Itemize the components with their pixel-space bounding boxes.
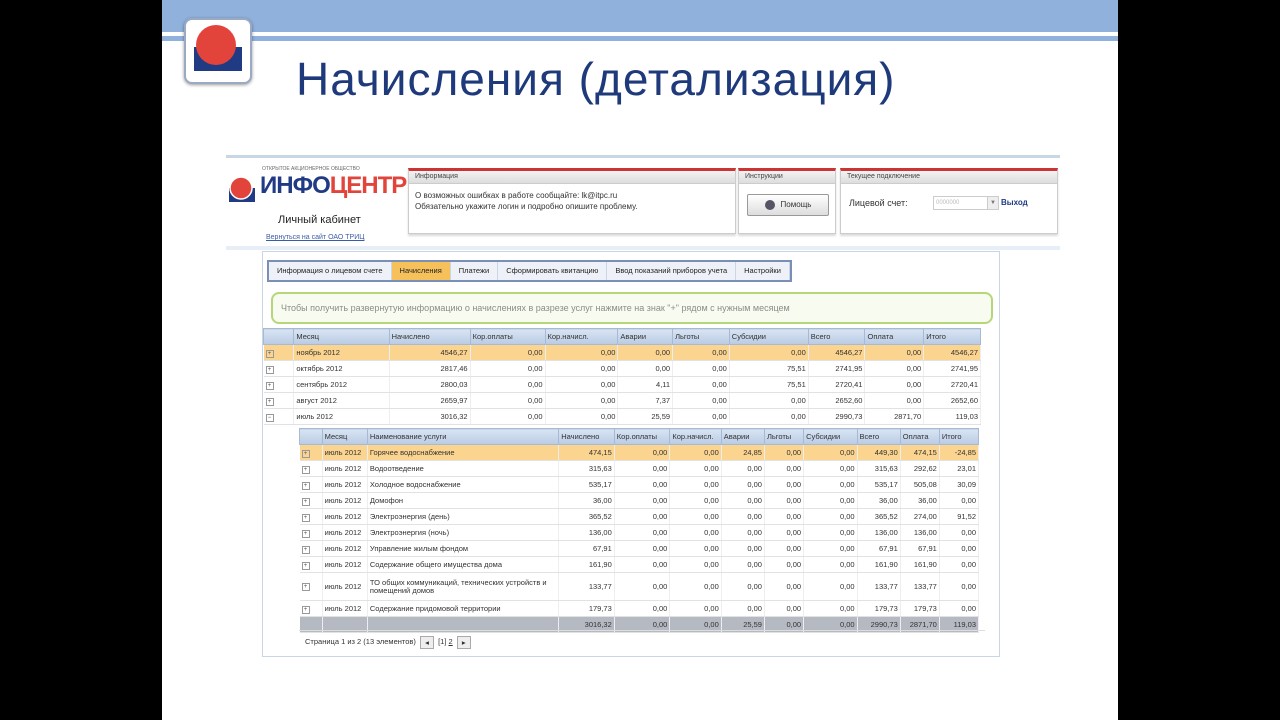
cell: 0,00 — [939, 573, 978, 601]
cell: 449,30 — [857, 445, 900, 461]
cell: 136,00 — [559, 525, 615, 541]
cell: 91,52 — [939, 509, 978, 525]
cell: Электроэнергия (день) — [367, 509, 558, 525]
cell: 2741,95 — [924, 361, 981, 377]
total-cell: 2990,73 — [857, 617, 900, 633]
tab-charges[interactable]: Начисления — [392, 262, 451, 280]
cell: 474,15 — [559, 445, 615, 461]
cabinet-label: Личный кабинет — [278, 214, 361, 226]
expand-icon[interactable]: + — [266, 398, 274, 406]
cell: 0,00 — [804, 477, 857, 493]
cell: 0,00 — [764, 573, 803, 601]
cell: 0,00 — [865, 345, 924, 361]
cell: 0,00 — [721, 509, 764, 525]
cell: 75,51 — [729, 361, 808, 377]
cell: 67,91 — [900, 541, 939, 557]
table-row[interactable] — [300, 445, 979, 461]
expand-icon[interactable]: + — [302, 450, 310, 458]
table-row[interactable] — [300, 461, 979, 477]
cell: 0,00 — [804, 557, 857, 573]
cell: 535,17 — [559, 477, 615, 493]
cell: 0,00 — [721, 477, 764, 493]
cell: 4546,27 — [924, 345, 981, 361]
cell: 2652,60 — [808, 393, 865, 409]
cell: 0,00 — [865, 377, 924, 393]
cell: 0,00 — [865, 361, 924, 377]
cell: 0,00 — [804, 573, 857, 601]
cell: 0,00 — [939, 541, 978, 557]
cell: 0,00 — [670, 557, 721, 573]
cell: Горячее водоснабжение — [367, 445, 558, 461]
column-header[interactable]: Наименование услуги — [367, 429, 558, 445]
cell: 0,00 — [670, 493, 721, 509]
cell: 0,00 — [721, 573, 764, 601]
cell: июль 2012 — [322, 525, 367, 541]
cell: 0,00 — [673, 409, 730, 425]
table-row[interactable] — [264, 377, 981, 393]
cell: 365,52 — [559, 509, 615, 525]
cell: 0,00 — [764, 493, 803, 509]
table-row[interactable] — [300, 541, 979, 557]
table-row[interactable] — [300, 525, 979, 541]
expand-icon[interactable]: + — [266, 350, 274, 358]
chevron-down-icon[interactable]: ▼ — [987, 197, 998, 209]
cell: 0,00 — [804, 541, 857, 557]
cell: 161,90 — [900, 557, 939, 573]
total-cell: 0,00 — [614, 617, 670, 633]
tab-meter-readings[interactable]: Ввод показаний приборов учета — [607, 262, 736, 280]
cell: 0,00 — [670, 525, 721, 541]
cell: 4,11 — [618, 377, 673, 393]
cell: 0,00 — [614, 573, 670, 601]
instructions-panel-title: Инструкции — [739, 171, 835, 184]
cell: 0,00 — [670, 573, 721, 601]
cell: 179,73 — [900, 601, 939, 617]
column-header[interactable]: Кор.оплаты — [470, 329, 545, 345]
connection-panel — [840, 168, 1058, 234]
cell: 2817,46 — [389, 361, 470, 377]
table-row[interactable] — [264, 345, 981, 361]
total-cell: 119,03 — [939, 617, 978, 633]
page-2-link[interactable]: 2 — [448, 637, 453, 646]
instructions-panel — [738, 168, 836, 234]
cell: 2741,95 — [808, 361, 865, 377]
cell: 0,00 — [614, 445, 670, 461]
cell: 0,00 — [670, 461, 721, 477]
cell: июль 2012 — [322, 461, 367, 477]
cell: 119,03 — [924, 409, 981, 425]
cell: Электроэнергия (ночь) — [367, 525, 558, 541]
next-page-button[interactable]: ▸ — [457, 636, 471, 649]
expand-icon[interactable]: + — [302, 546, 310, 554]
cell: 2990,73 — [808, 409, 865, 425]
table-row[interactable] — [300, 557, 979, 573]
account-select-value: 0000000 — [936, 200, 960, 206]
cell: 0,00 — [545, 377, 618, 393]
cell: 0,00 — [764, 461, 803, 477]
info-panel-title: Информация — [409, 171, 735, 184]
cell: июль 2012 — [294, 409, 389, 425]
expand-icon[interactable]: + — [302, 514, 310, 522]
table-row[interactable] — [300, 601, 979, 617]
cell: Водоотведение — [367, 461, 558, 477]
logo-circle-shape — [196, 25, 236, 65]
cell: 0,00 — [545, 361, 618, 377]
brand-name-part1: ИНФО — [260, 172, 330, 199]
cell: 505,08 — [900, 477, 939, 493]
cell: июль 2012 — [322, 493, 367, 509]
cell: 0,00 — [614, 493, 670, 509]
cell: июль 2012 — [322, 541, 367, 557]
cell: 0,00 — [614, 525, 670, 541]
column-header[interactable]: Субсидии — [729, 329, 808, 345]
cell: июль 2012 — [322, 601, 367, 617]
slide-title: Начисления (детализация) — [296, 53, 896, 105]
cell: 36,00 — [900, 493, 939, 509]
app-header — [226, 155, 1060, 250]
brand-name-part2: ЦЕНТР — [329, 172, 407, 199]
column-header[interactable]: Кор.начисл. — [545, 329, 618, 345]
column-header[interactable]: Оплата — [900, 429, 939, 445]
cell: 0,00 — [470, 409, 545, 425]
cell: 2652,60 — [924, 393, 981, 409]
table-row[interactable] — [264, 393, 981, 409]
cell: ТО общих коммуникаций, технических устройств и помещений домов — [367, 573, 558, 601]
connection-panel-title: Текущее подключение — [841, 171, 1057, 184]
expand-icon[interactable]: + — [302, 482, 310, 490]
cell: 0,00 — [618, 361, 673, 377]
cell: 0,00 — [764, 525, 803, 541]
column-header[interactable]: Начислено — [389, 329, 470, 345]
exit-link[interactable]: Выход — [1001, 198, 1028, 207]
cell: 75,51 — [729, 377, 808, 393]
cell: 133,77 — [559, 573, 615, 601]
help-icon — [765, 200, 775, 210]
column-header[interactable]: Месяц — [322, 429, 367, 445]
main-content — [262, 251, 1000, 657]
cell: 292,62 — [900, 461, 939, 477]
cell: Содержание придомовой территории — [367, 601, 558, 617]
cell: 179,73 — [857, 601, 900, 617]
cell: 0,00 — [764, 601, 803, 617]
column-header[interactable]: Оплата — [865, 329, 924, 345]
cell: 30,09 — [939, 477, 978, 493]
cell: 0,00 — [804, 461, 857, 477]
back-to-site-link[interactable]: Вернуться на сайт ОАО ТРИЦ — [266, 234, 365, 241]
expand-icon[interactable]: + — [302, 583, 310, 591]
cell: 0,00 — [764, 541, 803, 557]
cell: Холодное водоснабжение — [367, 477, 558, 493]
cell: 0,00 — [670, 541, 721, 557]
column-header[interactable]: Начислено — [559, 429, 615, 445]
expand-icon[interactable]: + — [266, 382, 274, 390]
cell: 24,85 — [721, 445, 764, 461]
column-header[interactable]: Итого — [924, 329, 981, 345]
pager — [299, 630, 985, 653]
column-header[interactable]: Всего — [808, 329, 865, 345]
cell: 161,90 — [857, 557, 900, 573]
info-line-1: О возможных ошибках в работе сообщайте: lk@itpc.ru — [415, 191, 618, 200]
cell: 0,00 — [614, 557, 670, 573]
cell: 0,00 — [470, 377, 545, 393]
monthly-charges-table — [263, 328, 981, 425]
cell: сентябрь 2012 — [294, 377, 389, 393]
column-header[interactable]: Кор.оплаты — [614, 429, 670, 445]
cell: 0,00 — [939, 493, 978, 509]
cell: 0,00 — [670, 601, 721, 617]
cell: 4546,27 — [808, 345, 865, 361]
account-label: Лицевой счет: — [849, 198, 908, 208]
cell: 36,00 — [559, 493, 615, 509]
cell: Содержание общего имущества дома — [367, 557, 558, 573]
cell: 133,77 — [857, 573, 900, 601]
cell: 0,00 — [670, 509, 721, 525]
cell: 25,59 — [618, 409, 673, 425]
info-notice: Чтобы получить развернутую информацию о начислениях в разрезе услуг нажмите на знак "+" рядом с нужным месяцем — [271, 292, 993, 324]
brand-name — [260, 172, 406, 200]
info-panel — [408, 168, 736, 234]
cell: 36,00 — [857, 493, 900, 509]
cell: 0,00 — [670, 445, 721, 461]
cell: 136,00 — [900, 525, 939, 541]
total-cell: 0,00 — [804, 617, 857, 633]
cell: 179,73 — [559, 601, 615, 617]
table-row[interactable] — [300, 493, 979, 509]
tab-bar — [267, 260, 792, 282]
cell: 136,00 — [857, 525, 900, 541]
prev-page-button[interactable]: ◂ — [420, 636, 434, 649]
tab-payments[interactable]: Платежи — [451, 262, 498, 280]
cell: 2720,41 — [924, 377, 981, 393]
cell: 0,00 — [804, 493, 857, 509]
help-button-label: Помощь — [780, 200, 812, 209]
cell: 2871,70 — [865, 409, 924, 425]
cell: октябрь 2012 — [294, 361, 389, 377]
expand-icon[interactable]: + — [302, 530, 310, 538]
cell: 474,15 — [900, 445, 939, 461]
cell: 2720,41 — [808, 377, 865, 393]
cell: 535,17 — [857, 477, 900, 493]
tab-receipt[interactable]: Сформировать квитанцию — [498, 262, 607, 280]
cell: 161,90 — [559, 557, 615, 573]
cell: 0,00 — [673, 377, 730, 393]
pager-summary: Страница 1 из 2 (13 элементов) — [305, 637, 416, 646]
cell: 133,77 — [900, 573, 939, 601]
cell: 315,63 — [559, 461, 615, 477]
cell: 0,00 — [721, 541, 764, 557]
cell: Управление жилым фондом — [367, 541, 558, 557]
cell: 0,00 — [764, 509, 803, 525]
table-header-row — [300, 429, 979, 445]
total-cell: 0,00 — [670, 617, 721, 633]
help-button[interactable] — [747, 194, 829, 216]
expand-icon[interactable]: + — [302, 606, 310, 614]
table-row[interactable] — [264, 361, 981, 377]
cell: 0,00 — [939, 601, 978, 617]
cell: июль 2012 — [322, 445, 367, 461]
expand-col-header — [300, 429, 323, 445]
table-row[interactable] — [300, 477, 979, 493]
cell: 0,00 — [614, 601, 670, 617]
column-header[interactable]: Всего — [857, 429, 900, 445]
slide-top-bar — [162, 0, 1118, 32]
brand-logo-icon — [228, 176, 256, 204]
account-select[interactable] — [933, 196, 999, 210]
table-row[interactable] — [300, 573, 979, 601]
cell: 0,00 — [721, 525, 764, 541]
cell: 0,00 — [470, 361, 545, 377]
cell: 0,00 — [764, 477, 803, 493]
expand-icon[interactable]: + — [302, 562, 310, 570]
cell: 0,00 — [729, 393, 808, 409]
cell: 0,00 — [939, 557, 978, 573]
cell: Домофон — [367, 493, 558, 509]
total-cell: 3016,32 — [559, 617, 615, 633]
total-cell: 0,00 — [764, 617, 803, 633]
cell: 3016,32 — [389, 409, 470, 425]
cell: 0,00 — [470, 345, 545, 361]
cell: 0,00 — [673, 361, 730, 377]
column-header[interactable]: Субсидии — [804, 429, 857, 445]
cell: 0,00 — [614, 461, 670, 477]
cell: 0,00 — [721, 493, 764, 509]
column-header[interactable]: Кор.начисл. — [670, 429, 721, 445]
cell: июль 2012 — [322, 509, 367, 525]
table-row[interactable] — [264, 409, 981, 425]
cell: 0,00 — [721, 461, 764, 477]
page-1-link[interactable]: [1] — [438, 637, 447, 646]
expand-col-header — [264, 329, 294, 345]
cell: 0,00 — [865, 393, 924, 409]
cell: 0,00 — [804, 601, 857, 617]
info-line-2: Обязательно укажите логин и подробно опишите проблему. — [415, 202, 638, 211]
brand-company-type: ОТКРЫТОЕ АКЦИОНЕРНОЕ ОБЩЕСТВО — [262, 166, 360, 172]
cell: июль 2012 — [322, 557, 367, 573]
cell: 0,00 — [614, 509, 670, 525]
cell: 0,00 — [939, 525, 978, 541]
tab-account-info[interactable]: Информация о лицевом счете — [269, 262, 392, 280]
cell: 0,00 — [729, 345, 808, 361]
cell: 0,00 — [470, 393, 545, 409]
header-separator — [226, 246, 1060, 250]
cell: 0,00 — [804, 525, 857, 541]
cell: 0,00 — [721, 557, 764, 573]
service-detail-table — [299, 428, 979, 633]
cell: 0,00 — [614, 477, 670, 493]
cell: 2659,97 — [389, 393, 470, 409]
cell: 0,00 — [721, 601, 764, 617]
column-header[interactable]: Аварии — [618, 329, 673, 345]
cell: 4546,27 — [389, 345, 470, 361]
tab-settings[interactable]: Настройки — [736, 262, 790, 280]
cell: 274,00 — [900, 509, 939, 525]
expand-icon[interactable]: + — [302, 466, 310, 474]
cell: 0,00 — [670, 477, 721, 493]
slide-logo — [184, 18, 252, 84]
cell: 0,00 — [545, 393, 618, 409]
slide-top-line — [162, 36, 1118, 41]
column-header[interactable]: Льготы — [764, 429, 803, 445]
cell: 0,00 — [673, 345, 730, 361]
cell: 365,52 — [857, 509, 900, 525]
cell: 67,91 — [857, 541, 900, 557]
cell: 315,63 — [857, 461, 900, 477]
info-panel-body — [409, 184, 735, 218]
collapse-icon[interactable]: − — [266, 414, 274, 422]
web-app-screenshot — [226, 155, 1060, 655]
cell: 0,00 — [673, 393, 730, 409]
cell: 2800,03 — [389, 377, 470, 393]
cell: 7,37 — [618, 393, 673, 409]
column-header[interactable]: Месяц — [294, 329, 389, 345]
cell: 23,01 — [939, 461, 978, 477]
cell: 0,00 — [618, 345, 673, 361]
column-header[interactable]: Аварии — [721, 429, 764, 445]
cell: 0,00 — [614, 541, 670, 557]
cell: 0,00 — [804, 445, 857, 461]
cell: 67,91 — [559, 541, 615, 557]
cell: ноябрь 2012 — [294, 345, 389, 361]
cell: август 2012 — [294, 393, 389, 409]
expand-icon[interactable]: + — [266, 366, 274, 374]
expand-icon[interactable]: + — [302, 498, 310, 506]
cell: 0,00 — [729, 409, 808, 425]
table-row[interactable] — [300, 509, 979, 525]
cell: 0,00 — [804, 509, 857, 525]
table-header-row — [264, 329, 981, 345]
cell: 0,00 — [764, 557, 803, 573]
cell: 0,00 — [545, 409, 618, 425]
total-cell: 2871,70 — [900, 617, 939, 633]
column-header[interactable]: Итого — [939, 429, 978, 445]
cell: -24,85 — [939, 445, 978, 461]
cell: 0,00 — [764, 445, 803, 461]
cell: 0,00 — [545, 345, 618, 361]
column-header[interactable]: Льготы — [673, 329, 730, 345]
total-cell: 25,59 — [721, 617, 764, 633]
cell: июль 2012 — [322, 477, 367, 493]
cell: июль 2012 — [322, 573, 367, 601]
